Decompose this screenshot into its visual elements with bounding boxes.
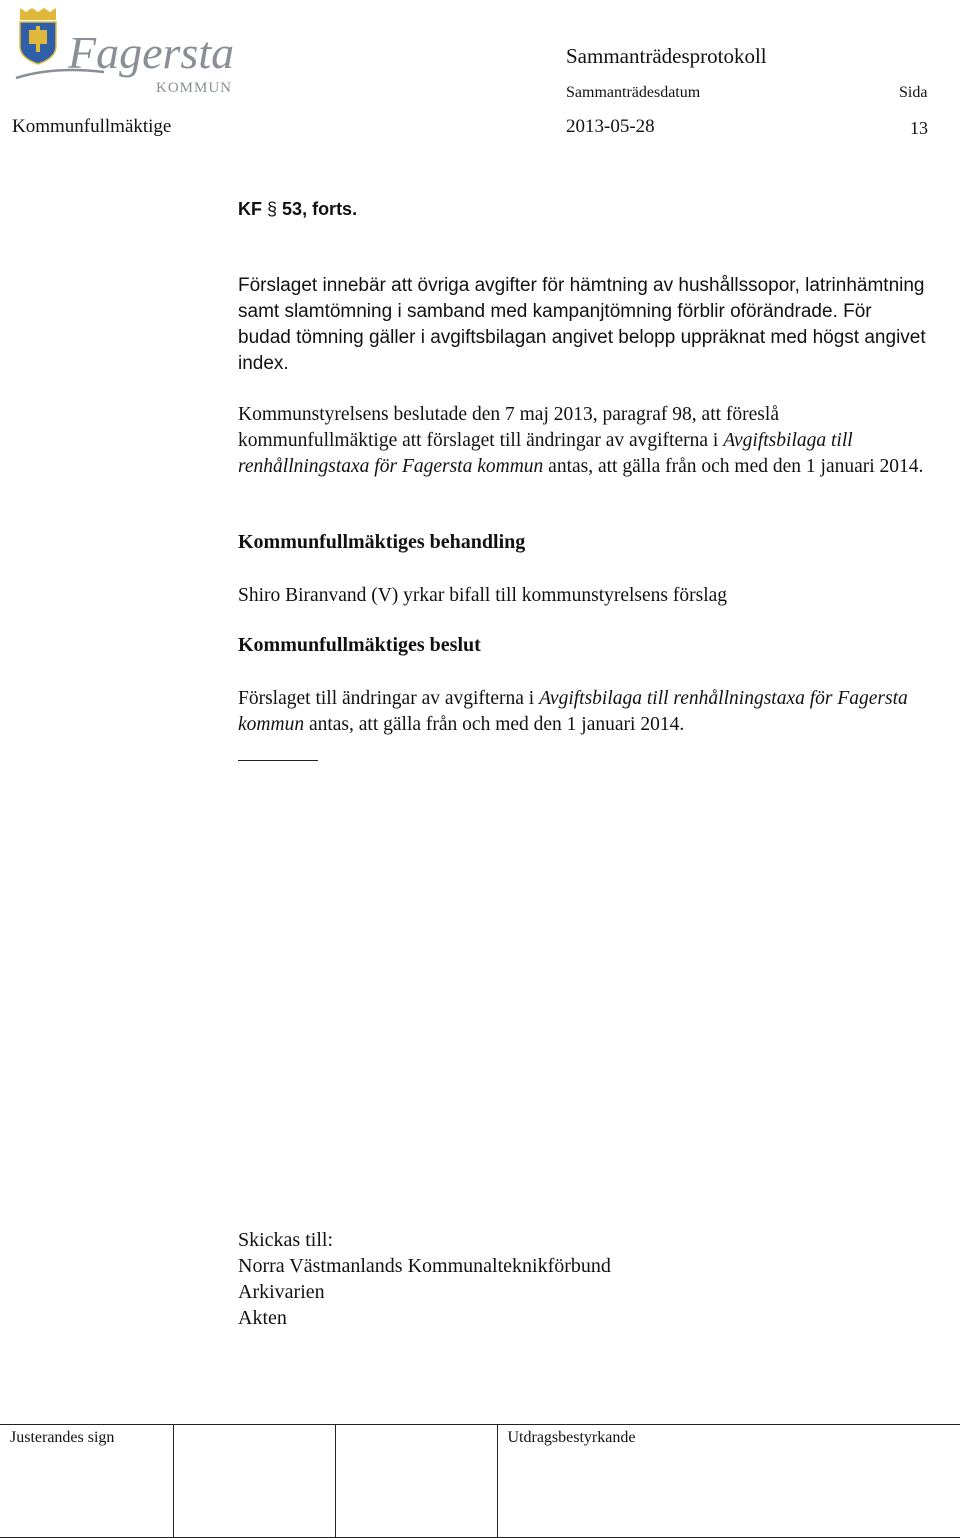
section-title: [238, 199, 357, 220]
section-end-rule: [238, 760, 318, 761]
paragraph-symbol: §: [267, 199, 278, 219]
para2-start: Kommunstyrelsens beslutade den 7 maj 2013, paragraf 98, att föreslå kommunfullmäktige att förslaget till ändringar av avgifterna i: [238, 404, 779, 451]
para4-start: Förslaget till ändringar av avgifterna i: [238, 688, 540, 709]
recipient: Norra Västmanlands Kommunalteknikförbund: [238, 1255, 611, 1277]
send-to-label: Skickas till:: [238, 1229, 333, 1251]
recipient: Akten: [238, 1307, 287, 1329]
fagersta-logo: [14, 6, 236, 98]
footer-sign-cell-2: [173, 1425, 335, 1538]
meeting-date: 2013-05-28: [566, 116, 655, 137]
paragraph-motion: Shiro Biranvand (V) yrkar bifall till kommunstyrelsens förslag: [238, 585, 728, 606]
paragraph-proposal: Förslaget innebär att övriga avgifter för hämtning av hushållssopor, latrinhämtning samt slamtömning i samband med kampanjtömning förblir oförändrade. För budad tömning gäller i avgiftsbilagan angivet belopp uppräknat med högst angivet index.: [238, 275, 926, 374]
sign-label: Justerandes sign: [10, 1429, 115, 1446]
signature-footer: [0, 1424, 960, 1538]
page-label: Sida: [899, 84, 928, 101]
footer-sign-cell: [0, 1425, 173, 1538]
footer-sign-cell-3: [335, 1425, 497, 1538]
section-prefix: KF: [238, 199, 262, 219]
date-label: Sammanträdesdatum: [566, 84, 701, 101]
extract-label: Utdragsbestyrkande: [507, 1429, 636, 1446]
para2-end: antas, att gälla från och med den 1 januari 2014.: [543, 456, 924, 477]
footer-extract-cell: [497, 1425, 960, 1538]
heading-treatment: Kommunfullmäktiges behandling: [238, 531, 526, 553]
para4-end: antas, att gälla från och med den 1 januari 2014.: [304, 714, 685, 735]
logo-wordmark: Fagersta: [68, 27, 235, 78]
send-to-block: [238, 1227, 611, 1331]
document-type: Sammanträdesprotokoll: [566, 44, 767, 68]
logo-subtext: KOMMUN: [156, 80, 233, 96]
heading-decision: Kommunfullmäktiges beslut: [238, 634, 481, 656]
paragraph-board-decision: [238, 402, 928, 480]
para4-document-title: Avgiftsbilaga till renhållningstaxa för Fagersta kommun: [238, 688, 908, 735]
recipient: Arkivarien: [238, 1281, 325, 1303]
paragraph-final-decision: [238, 686, 928, 738]
organization: Kommunfullmäktige: [12, 116, 172, 137]
section-suffix: 53, forts.: [282, 199, 358, 219]
page-number: 13: [910, 118, 928, 138]
para2-document-title: Avgiftsbilaga till renhållningstaxa för Fagersta kommun: [238, 430, 853, 477]
coat-of-arms-icon: [20, 8, 56, 64]
